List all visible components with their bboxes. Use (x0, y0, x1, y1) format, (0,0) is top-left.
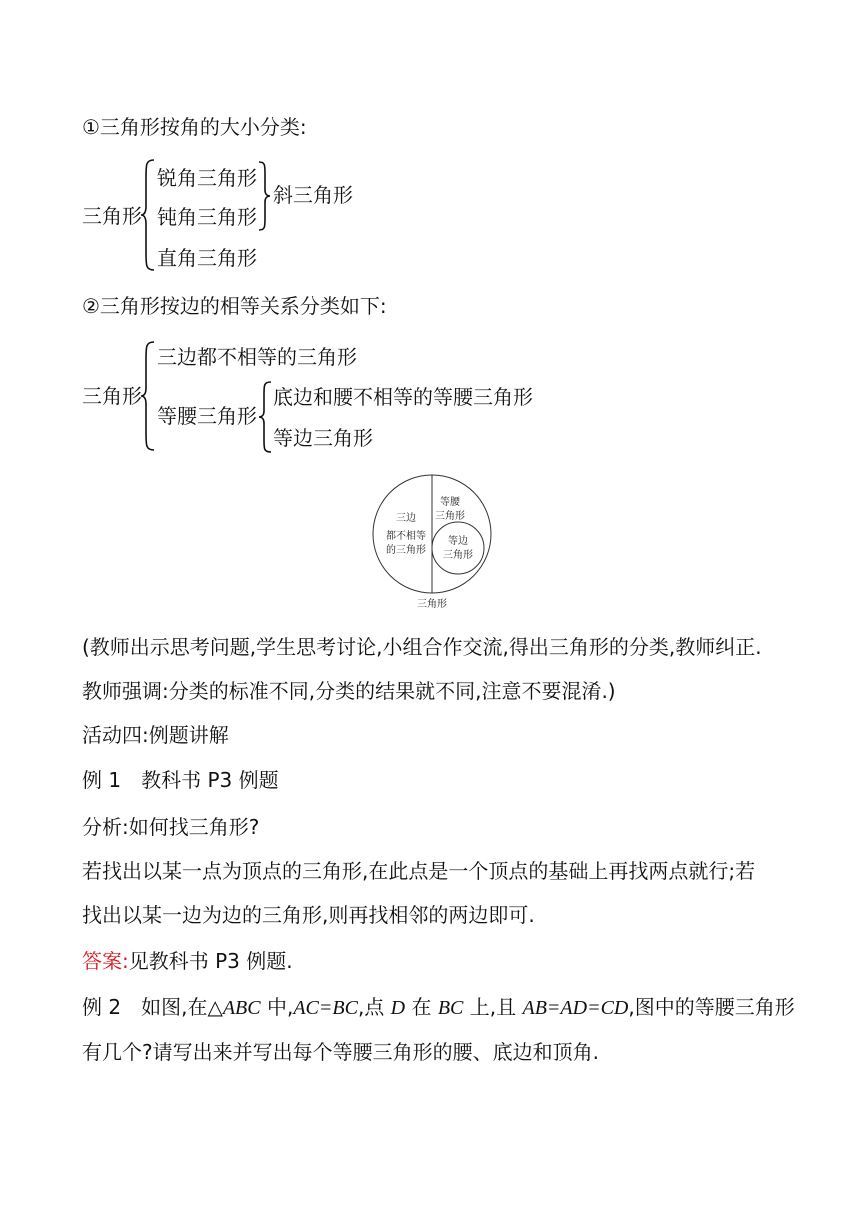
ex2-mid3: 在 (405, 995, 438, 1019)
explanation-line2: 找出以某一边为边的三角形,则再找相邻的两边即可. (82, 903, 535, 927)
venn-isosceles-line1: 等腰 (440, 497, 460, 508)
ex2-triangle-abc: ABC (222, 997, 261, 1019)
activity-four-heading: 活动四:例题讲解 (82, 723, 229, 747)
obtuse-triangle-label: 钝角三角形 (157, 205, 257, 229)
side-left-brace (140, 340, 156, 452)
oblique-triangle-label: 斜三角形 (273, 183, 353, 207)
acute-triangle-label: 锐角三角形 (157, 166, 257, 190)
venn-left-line3: 的三角形 (386, 545, 426, 556)
answer-line (82, 948, 293, 974)
venn-equilateral-line1: 等边 (448, 536, 468, 547)
non-equilateral-isosceles-label: 底边和腰不相等的等腰三角形 (273, 385, 533, 409)
ex2-mid2: ,点 (357, 995, 391, 1019)
explanation-line1: 若找出以某一点为顶点的三角形,在此点是一个顶点的基础上再找两点就行;若 (82, 859, 756, 883)
angle-classification-heading: ①三角形按角的大小分类: (82, 115, 307, 139)
angle-left-brace (140, 158, 156, 272)
isosceles-sub-brace (258, 380, 272, 454)
example-2-line2: 有几个?请写出来并写出每个等腰三角形的腰、底边和顶角. (82, 1040, 599, 1064)
ex2-prefix: 例 2 如图,在 (82, 995, 208, 1019)
venn-left-line2: 都不相等 (386, 531, 426, 542)
venn-left-line1: 三边 (396, 513, 416, 524)
example-1-title: 例 1 教科书 P3 例题 (82, 768, 279, 792)
ex2-eq-ac-bc: AC=BC (293, 997, 358, 1019)
oblique-group-brace (258, 160, 272, 232)
right-triangle-label: 直角三角形 (157, 246, 257, 270)
ex2-segment-bc: BC (437, 997, 464, 1019)
ex2-mid4: 上,且 (463, 995, 523, 1019)
answer-label: 答案: (82, 949, 129, 973)
triangle-classification-venn (370, 472, 494, 612)
venn-caption: 三角形 (417, 599, 447, 610)
side-tree-root: 三角形 (82, 384, 142, 408)
venn-isosceles-line2: 三角形 (435, 511, 465, 522)
ex2-mid1: 中, (260, 995, 294, 1019)
analysis-question: 分析:如何找三角形? (82, 815, 260, 839)
teacher-note-line2: 教师强调:分类的标准不同,分类的结果就不同,注意不要混淆.) (82, 679, 616, 703)
ex2-eq-ab-ad-cd: AB=AD=CD (522, 997, 629, 1019)
example-2-line1 (82, 994, 795, 1021)
triangle-symbol: △ (207, 995, 223, 1019)
answer-text: 见教科书 P3 例题. (128, 949, 293, 973)
venn-equilateral-line2: 三角形 (443, 550, 473, 561)
teacher-note-line1: (教师出示思考问题,学生思考讨论,小组合作交流,得出三角形的分类,教师纠正. (82, 635, 762, 659)
angle-tree-root: 三角形 (82, 204, 142, 228)
side-classification-heading: ②三角形按边的相等关系分类如下: (82, 294, 387, 318)
ex2-point-d: D (390, 997, 406, 1019)
ex2-tail: ,图中的等腰三角形 (628, 995, 795, 1019)
isosceles-triangle-label: 等腰三角形 (157, 404, 257, 428)
equilateral-triangle-label: 等边三角形 (273, 426, 373, 450)
scalene-triangle-label: 三边都不相等的三角形 (157, 345, 357, 369)
